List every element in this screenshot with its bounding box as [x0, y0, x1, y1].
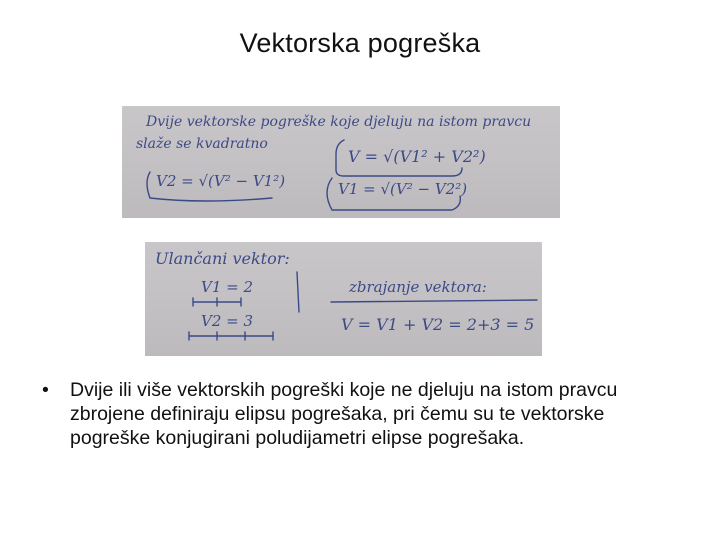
note2-divider [297, 272, 299, 312]
handwritten-note-photo-2 [145, 242, 542, 356]
note1-eq2: V2 = √(V² − V1²) [156, 172, 286, 190]
note2-heading-right: zbrajanje vektora: [349, 278, 487, 296]
note2-v1: V1 = 2 [201, 278, 254, 296]
handwritten-note-photo-1 [122, 106, 560, 218]
note1-eq1: V = √(V1² + V2²) [348, 147, 486, 166]
note1-eq3: V1 = √(V² − V2²) [338, 180, 468, 198]
note2-v2: V2 = 3 [201, 312, 254, 330]
note2-sum: V = V1 + V2 = 2+3 = 5 [341, 315, 535, 334]
note2-underline [331, 300, 537, 302]
bullet-marker: • [42, 379, 49, 401]
note1-line2: slaže se kvadratno [136, 136, 268, 152]
note1-line1: Dvije vektorske pogreške koje djeluju na istom pravcu [146, 114, 532, 130]
bullet-text: Dvije ili više vektorskih pogreški koje ne djeluju na istom pravcu zbrojene definiraju elipsu pogrešaka, pri čemu su te vektorske pogreške konjugirani poludijametri elipse pogrešaka. [70, 379, 618, 449]
note2-scale-1 [193, 298, 241, 306]
note2-scale-2 [189, 332, 273, 340]
bullet-item [42, 378, 682, 450]
note2-heading-left: Ulančani vektor: [155, 249, 290, 268]
slide-title: Vektorska pogreška [239, 28, 481, 58]
